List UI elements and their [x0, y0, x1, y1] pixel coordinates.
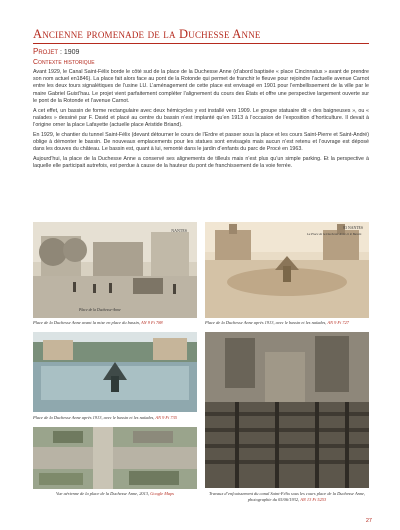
- postcard-caption: La Place de la Duchesse Anne et le Bassin: [307, 232, 362, 236]
- paragraph: A cet effet, un bassin de forme rectangulaire avec deux hémicycles y est installé vers 1909. Le groupe statuaire dit « des baigneuses », ou « naïades » dessiné par F. David et placé au centre du bassin n’est implanté qu’en 1913 à l’occasion de l’exposition d’horticulture. Il devait à l’origine orner la place Lafayette (actuelle place Aristide Briand).: [33, 107, 369, 128]
- body-text: [33, 69, 369, 173]
- works-illustration: [205, 332, 369, 488]
- caption-reference: AN 9 Fi 727: [327, 320, 349, 325]
- postcard-caption: Place de la Duchesse-Anne: [79, 308, 121, 312]
- photo-canal-works: [205, 332, 369, 488]
- section-title: Ancienne promenade de la Duchesse Anne: [33, 27, 261, 41]
- basin-illustration: [33, 332, 197, 412]
- caption-text: Place de la Duchesse Anne après 1913, avec le bassin et les naïades,: [33, 415, 156, 420]
- title-rule: [33, 43, 369, 44]
- caption-text: Place de la Duchesse Anne avant la mise en place du bassin,: [33, 320, 141, 325]
- aerial-illustration: [33, 427, 197, 489]
- caption-text: Place de la Duchesse Anne après 1913, avec le bassin et les naïades,: [205, 320, 328, 325]
- photo-place-before-basin: [33, 222, 197, 318]
- caption-photo-4: [33, 491, 197, 497]
- caption-reference: AN 9 Fi 735: [155, 415, 177, 420]
- caption-photo-2: [205, 320, 375, 326]
- project-label: Projet: [33, 47, 59, 56]
- paragraph: Avant 1929, le Canal Saint-Félix borde le côté sud de la place de la Duchesse Anne (d’abord baptisée « place Cincinnatus » avant de prendre son nom actuel en1846). La place fait alors face au pont de la Rotonde qui permet de franchir le fleuve pour rejoindre l’actuelle avenue Carnot entre les deux tours signalétiques de l’usine LU. L’aménagement de cette place est envisagé en 1901 pour l’embellissement de la ville par le maire Gabriel Guist’hau. Le projet vient parfaitement compléter l’alignement du cours des États et offre une perspective largement ouverte sur le pont de la Rotonde et l’avenue Carnot.: [33, 69, 369, 104]
- postcard-city: NANTES: [171, 228, 187, 233]
- caption-photo-3: [33, 415, 203, 421]
- paragraph: En 1929, le chantier du tunnel Saint-Félix (devant détourner le cours de l’Erdre et passer sous la place et les cours Saint-Pierre et Saint-André) oblige à démonter le bassin. De nouveaux emplacements pour les statues sont envisagés mais aucun n’est retenu et l’ouvrage est déposé dans les douves du château. Le bassin est, quant à lui, remonté dans le jardin d’enfants du parc de Procé en 1963.: [33, 131, 369, 153]
- photo-place-with-basin: [205, 222, 369, 318]
- photo-basin-naiads: [33, 332, 197, 412]
- photo-aerial-view: [33, 427, 197, 489]
- caption-reference: AN 9 Fi 788: [141, 320, 163, 325]
- caption-text: Travaux d’enfouissement du canal Saint-Félix sous les cours place de la Duchesse Anne, photographie du 05/06/1932,: [208, 491, 366, 502]
- postcard-illustration: [33, 222, 197, 318]
- caption-reference: Google Maps: [150, 491, 174, 496]
- page-number: 27: [365, 518, 372, 524]
- postcard-city: 83 NANTES: [343, 226, 363, 230]
- project-line: [33, 47, 79, 56]
- caption-photo-5: [205, 491, 369, 502]
- context-heading: Contexte historique: [33, 59, 95, 66]
- caption-reference: AN 13 Fi 5253: [300, 496, 327, 502]
- paragraph: Aujourd’hui, la place de la Duchesse Anne a conservé ses alignements de tilleuls mais n’est plus qu’un simple parking. Et la perspective à laquelle elle participait autrefois, est perdue à cause de la hauteur du pont de franchissement de la voie ferrée.: [33, 155, 369, 169]
- caption-photo-1: [33, 320, 203, 326]
- caption-text: Vue aérienne de la place de la Duchesse Anne, 2013,: [56, 491, 151, 496]
- postcard-illustration: [205, 222, 369, 318]
- project-value: : 1909: [58, 49, 80, 56]
